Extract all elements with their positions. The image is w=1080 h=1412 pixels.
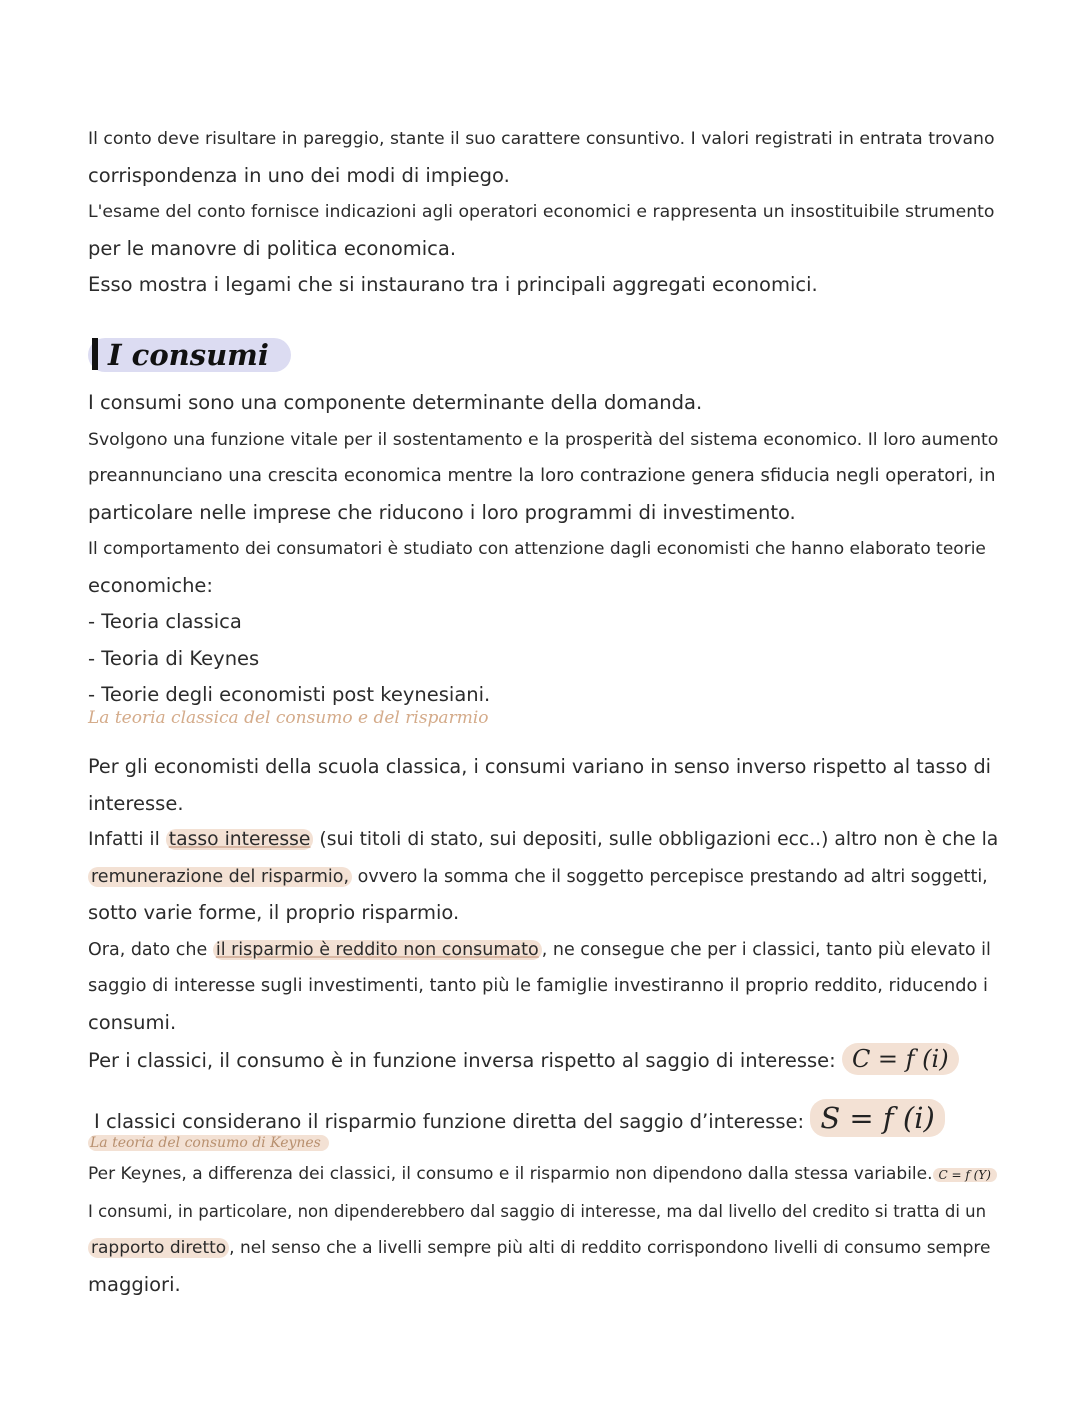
subheading-keynes: La teoria del consumo di Keynes [88, 1135, 329, 1151]
keynes-paragraph [88, 1156, 998, 1303]
heading-text: I consumi [108, 338, 269, 372]
list-item: - Teoria di Keynes [88, 646, 260, 670]
text-line: I consumi sono una componente determinante della domanda. [88, 391, 703, 414]
text-run: , nel senso che a livelli sempre più alti di reddito corrispondono livelli di consumo sempre [229, 1238, 991, 1258]
text-line: sotto varie forme, il proprio risparmio. [88, 901, 460, 924]
text-run: , ne consegue che per i classici, tanto più elevato il [541, 939, 991, 960]
text-line [88, 822, 998, 859]
text-run: I classici considerano il risparmio funzione diretta del saggio d’interesse: [94, 1110, 805, 1133]
text-line: preannunciano una crescita economica mentre la loro contrazione genera sfiducia negli operatori, in [88, 465, 996, 486]
text-line: per le manovre di politica economica. [88, 236, 457, 260]
highlighted-term: rapporto diretto [88, 1238, 229, 1258]
text-run: Per Keynes, a differenza dei classici, il consumo e il risparmio non dipendono dalla stessa variabile. [88, 1164, 933, 1184]
text-line [88, 859, 998, 896]
consumi-paragraph [88, 385, 998, 714]
highlighted-term: remunerazione del risparmio, [88, 867, 352, 887]
text-line [88, 1041, 998, 1080]
text-line: corrispondenza in uno dei modi di impiego. [88, 163, 510, 187]
text-line [88, 932, 998, 969]
text-line: I consumi, in particolare, non dipenderebbero dal saggio di interesse, ma dal livello del credito si tratta di un [88, 1201, 987, 1221]
text-line: Esso mostra i legami che si instaurano tra i principali aggregati economici. [88, 273, 818, 296]
text-line: L'esame del conto fornisce indicazioni agli operatori economici e rappresenta un insostituibile strumento [88, 202, 995, 222]
text-line: Il conto deve risultare in pareggio, stante il suo carattere consuntivo. I valori registrati in entrata trovano [88, 129, 995, 149]
text-run: Ora, dato che [88, 939, 213, 960]
text-run: ovvero la somma che il soggetto percepisce prestando ad altri soggetti, [352, 866, 988, 887]
text-run: Per i classici, il consumo è in funzione inversa rispetto al saggio di interesse: [88, 1049, 836, 1072]
highlighted-term: il risparmio è reddito non consumato [213, 940, 542, 960]
text-line: maggiori. [88, 1272, 181, 1296]
text-run: Infatti il [88, 829, 166, 850]
text-line: saggio di interesse sugli investimenti, tanto più le famiglie investiranno il proprio reddito, riducendo i [88, 976, 988, 996]
text-line: Il comportamento dei consumatori è studiato con attenzione dagli economisti che hanno elaborato teorie [88, 539, 986, 559]
formula-savings: S = f (i) [810, 1099, 944, 1137]
heading-bar [92, 338, 98, 370]
intro-paragraph [88, 121, 998, 304]
text-line: Per gli economisti della scuola classica, i consumi variano in senso inverso rispetto al tasso di [88, 755, 992, 778]
highlighted-term: tasso interesse [166, 829, 314, 850]
formula-consumption: C = f (i) [842, 1043, 959, 1075]
classica-paragraph [88, 749, 998, 1080]
text-line: consumi. [88, 1010, 177, 1034]
text-line: economiche: [88, 573, 213, 597]
text-line: Svolgono una funzione vitale per il sostentamento e la prosperità del sistema economico. Il loro aumento [88, 429, 999, 450]
section-heading-consumi [88, 338, 291, 372]
subheading-classica: La teoria classica del consumo e del risparmio [88, 708, 489, 728]
formula-keynes: C = f (Y) [933, 1168, 997, 1182]
text-run: (sui titoli di stato, sui depositi, sulle obbligazioni ecc..) altro non è che la [313, 829, 999, 850]
text-line: particolare nelle imprese che riducono i loro programmi di investimento. [88, 500, 796, 524]
list-item: - Teorie degli economisti post keynesiani. [88, 683, 491, 706]
text-line [88, 1156, 998, 1194]
text-line: interesse. [88, 791, 184, 815]
text-line [88, 1230, 998, 1267]
list-item: - Teoria classica [88, 610, 242, 633]
